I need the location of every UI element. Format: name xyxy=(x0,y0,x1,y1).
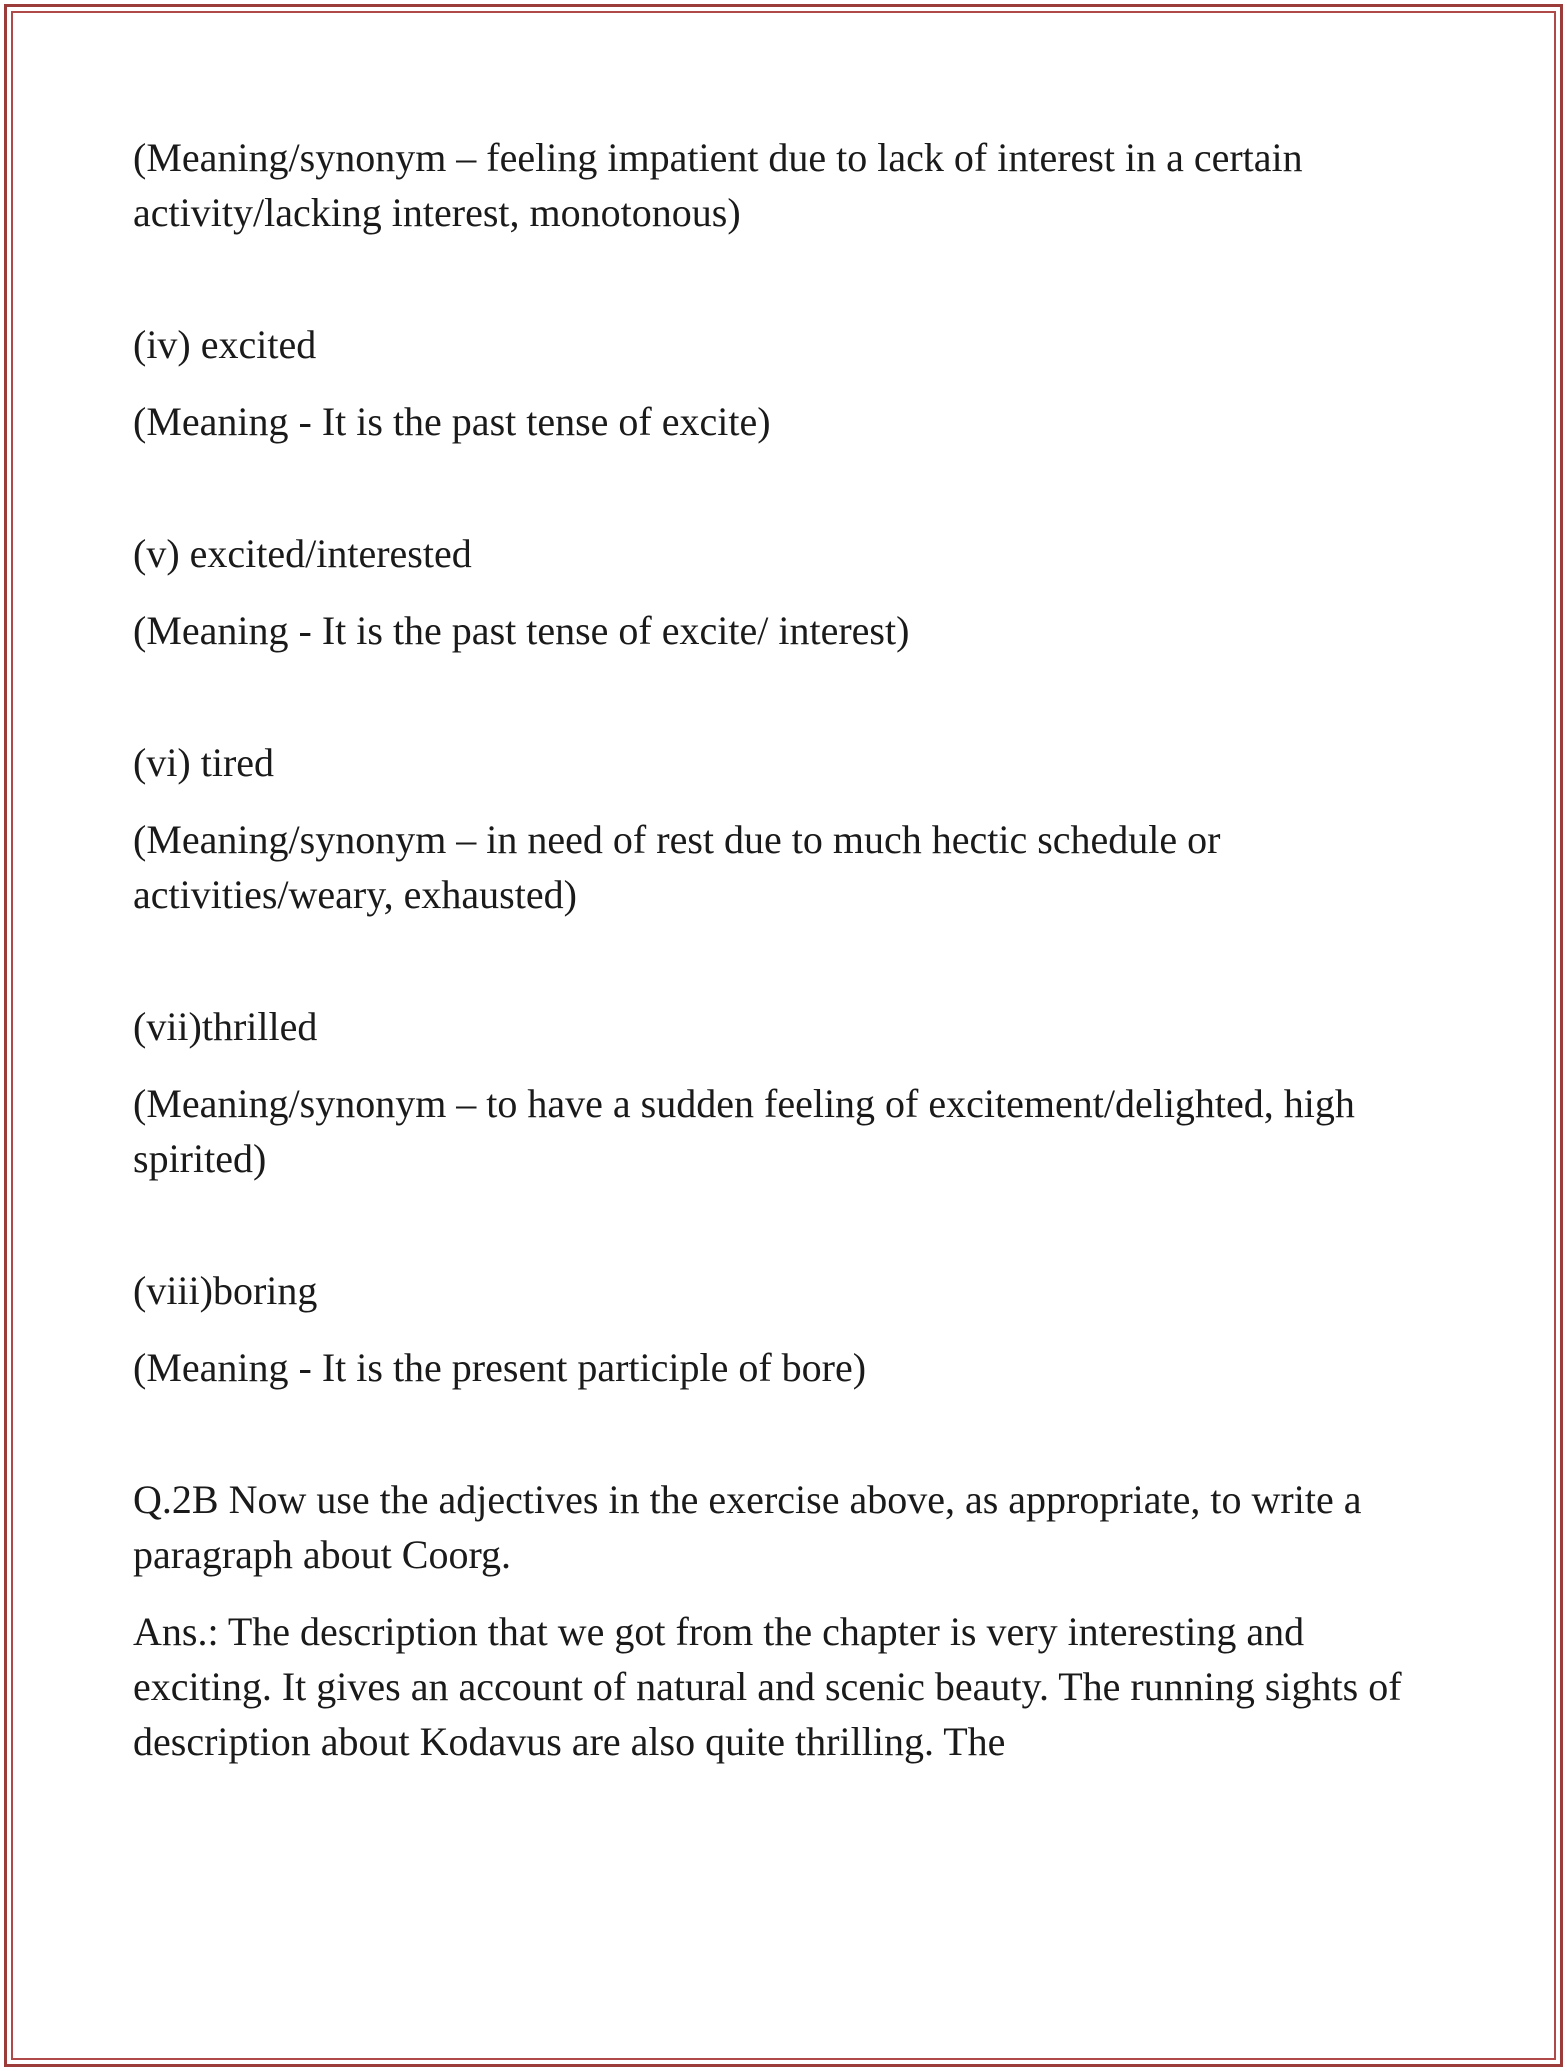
question-2b: Q.2B Now use the adjectives in the exercise above, as appropriate, to write a paragraph about Coorg. xyxy=(133,1477,1362,1577)
meaning-iv: (Meaning - It is the past tense of excite) xyxy=(133,399,771,444)
meaning-vi: (Meaning/synonym – in need of rest due to much hectic schedule or activities/weary, exhausted) xyxy=(133,817,1221,917)
answer-vii: (vii)thrilled xyxy=(133,1004,318,1049)
meaning-v: (Meaning - It is the past tense of excite/ interest) xyxy=(133,608,910,653)
answer-v: (v) excited/interested xyxy=(133,531,472,576)
answer-vi: (vi) tired xyxy=(133,740,275,785)
document-body xyxy=(133,130,1453,1769)
meaning-bored: (Meaning/synonym – feeling impatient due to lack of interest in a certain activity/lacking interest, monotonous) xyxy=(133,135,1303,235)
meaning-vii: (Meaning/synonym – to have a sudden feeling of excitement/delighted, high spirited) xyxy=(133,1081,1355,1181)
answer-viii: (viii)boring xyxy=(133,1268,318,1313)
answer-2b: Ans.: The description that we got from the chapter is very interesting and exciting. It gives an account of natural and scenic beauty. The running sights of description about Kodavus are also quite thrilling. The xyxy=(133,1609,1402,1764)
meaning-viii: (Meaning - It is the present participle of bore) xyxy=(133,1345,867,1390)
answer-iv: (iv) excited xyxy=(133,322,317,367)
